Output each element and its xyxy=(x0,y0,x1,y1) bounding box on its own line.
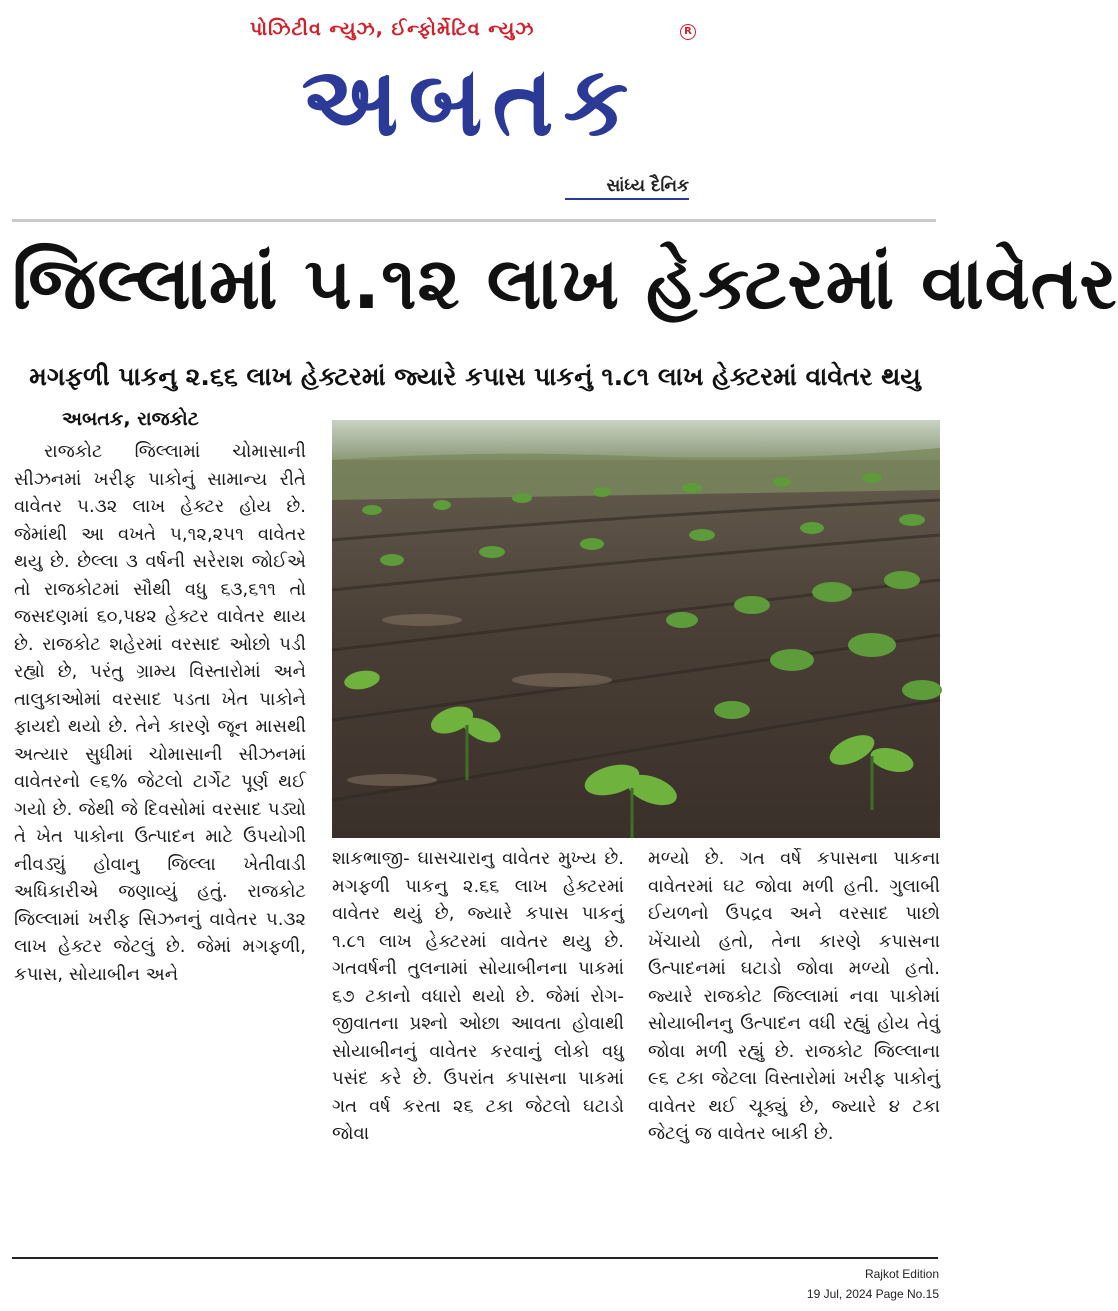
article-paragraph: મળ્યો છે. ગત વર્ષે કપાસના પાકના વાવેતરમાં ઘટ જોવા મળી હતી. ગુલાબી ઈયળનો ઉપદ્રવ અને વરસાદ પાછો ખેંચાયો હતો, તેના કારણે કપાસના ઉત્પાદનમાં ઘટાડો જોવા મળ્યો હતો. જ્યારે રાજકોટ જિલ્લામાં નવા પાકોમાં સોયાબીનનુ ઉત્પાદન વધી રહ્યું હોય તેવું જોવા મળી રહ્યું છે. રાજકોટ જિલ્લાના ૯૬ ટકા જેટલા વિસ્તારોમાં ખરીફ પાકોનું વાવેતર થઈ ચૂક્યું છે, જ્યારે ૪ ટકા જેટલું જ વાવેતર બાકી છે. xyxy=(648,848,940,1144)
article-paragraph: રાજકોટ જિલ્લામાં ચોમાસાની સીઝનમાં ખરીફ પાકોનું સામાન્ય રીતે વાવેતર ૫.૩૨ લાખ હેક્ટર હોય છે. જેમાંથી આ વખતે ૫,૧૨,૨૫૧ વાવેતર થયુ છે. છેલ્લા ૩ વર્ષની સરેરાશ જોઈએ તો રાજકોટમાં સૌથી વધુ ૬૩,૬૧૧ તો જસદણમાં ૬૦,૫૪૨ હેક્ટર વાવેતર થાય છે. રાજકોટ શહેરમાં વરસાદ ઓછો પડી રહ્યો છે, પરંતુ ગ્રામ્ય વિસ્તારોમાં અને તાલુકાઓમાં વરસાદ પડતા ખેત પાકોને ફાયદો થયો છે. તેને કારણે જૂન માસથી અત્યાર સુધીમાં ચોમાસાની સીઝનમાં વાવેતરનો ૯૬% જેટલો ટાર્ગેટ પૂર્ણ થઈ ગયો છે. જેથી જે દિવસોમાં વરસાદ પડ્યો તે ખેત પાકોના ઉત્પાદન માટે ઉપયોગી નીવડ્યું હોવાનુ જિલ્લા ખેતીવાડી અધિકારીએ જણાવ્યું હતું. રાજકોટ જિલ્લામાં ખરીફ સિઝનનું વાવેતર ૫.૩૨ લાખ હેક્ટર જેટલું છે. જેમાં મગફળી, કપાસ, સોયાબીન અને xyxy=(14,441,306,985)
header-divider xyxy=(12,219,936,222)
article-column-3 xyxy=(648,845,940,1245)
registered-mark-icon: R xyxy=(680,24,696,40)
masthead xyxy=(0,0,949,210)
field-image-icon xyxy=(332,420,940,838)
edition-type-label: સાંધ્ય દૈનિક xyxy=(565,176,689,200)
article-paragraph: શાકભાજી- ઘાસચારાનુ વાવેતર મુખ્ય છે. મગફળી પાકનુ ૨.૬૬ લાખ હેક્ટરમાં વાવેતર થયું છે, જ્યારે કપાસ પાકનું ૧.૮૧ લાખ હેક્ટરમાં વાવેતર થયુ છે. ગતવર્ષની તુલનામાં સોયાબીનના પાકમાં ૬૭ ટકાનો વધારો થયો છે. જેમાં રોગ-જીવાતના પ્રશ્નો ઓછા આવતા હોવાથી સોયાબીનનું વાવેતર કરવાનું લોકો વધુ પસંદ કરે છે. ઉપરાંત કપાસના પાકમાં ગત વર્ષ કરતા ૨૬ ટકા જેટલો ઘટાડો જોવા xyxy=(332,848,624,1144)
footer-divider xyxy=(12,1257,938,1259)
newspaper-logo: અબતક xyxy=(301,45,639,158)
footer-date-page: 19 Jul, 2024 Page No.15 xyxy=(806,1287,939,1301)
masthead-tagline: પોઝિટીવ ન્યુઝ, ઈન્ફોર્મેટિવ ન્યુઝ xyxy=(250,18,535,40)
article-column-2 xyxy=(332,845,624,1245)
crop-field-photo xyxy=(332,420,940,838)
article-headline: જિલ્લામાં ૫.૧૨ લાખ હેક્ટરમાં વાવેતર xyxy=(12,241,1118,325)
footer-edition: Rajkot Edition xyxy=(864,1267,939,1281)
article-subheadline: મગફળી પાકનુ ૨.૬૬ લાખ હેક્ટરમાં જ્યારે કપાસ પાકનું ૧.૮૧ લાખ હેક્ટરમાં વાવેતર થયુ xyxy=(29,362,921,391)
article-dateline: અબતક, રાજકોટ xyxy=(62,408,199,430)
article-column-1 xyxy=(14,438,306,1244)
